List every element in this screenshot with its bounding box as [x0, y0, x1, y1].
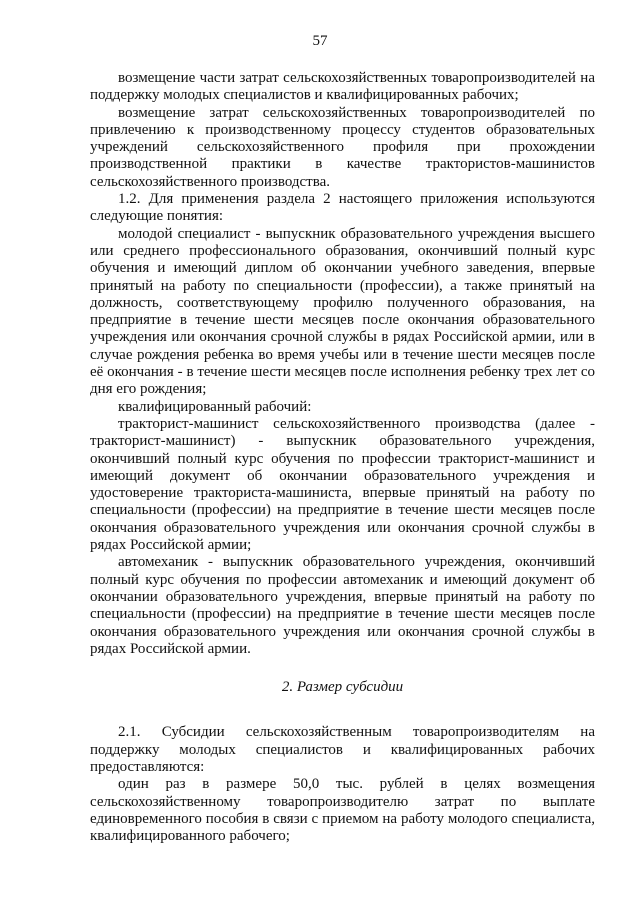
paragraph-one-time-payment: один раз в размере 50,0 тыс. рублей в целях возмещения сельскохозяйственному товаропроизводителю затрат по выплате единовременного пособия в связи с приемом на работу молодого специалиста, квалифицированного рабочего; [90, 776, 595, 845]
paragraph-auto-mechanic-definition: автомеханик - выпускник образовательного учреждения, окончивший полный курс обучения по профессии автомеханик и имеющий документ об окончании образовательного учреждения, впервые принятый на работу по специальности (профессии) на предприятие в течение шести месяцев после окончания образовательного учреждения или окончания срочной службы в рядах Российской армии. [90, 554, 595, 657]
paragraph-compensation-students: возмещение затрат сельскохозяйственных товаропроизводителей по привлечению к производственному процессу студентов образовательных учреждений сельскохозяйственного профиля при прохождении производственной практики в качестве трактористов-машинистов сельскохозяйственного производства. [90, 104, 595, 190]
paragraph-subsidy-provision: 2.1. Субсидии сельскохозяйственным товаропроизводителям на поддержку молодых специалистов и квалифицированных рабочих предоставляются: [90, 724, 595, 775]
section-heading: 2. Размер субсидии [281, 679, 404, 696]
paragraph-qualified-worker-heading: квалифицированный рабочий: [118, 398, 312, 415]
paragraph-compensation-young-specialists: возмещение части затрат сельскохозяйственных товаропроизводителей на поддержку молодых специалистов и квалифицированных рабочих; [90, 70, 595, 104]
paragraph-young-specialist-definition: молодой специалист - выпускник образовательного учреждения высшего или среднего профессионального образования, окончивший полный курс обучения и имеющий диплом об окончании учебного заведения, впервые принятый на работу по специальности (профессии), а также принятый на должность, соответствующему профилю полученного образования, на предприятие в течение шести месяцев после окончания образовательного учреждения или окончания срочной службы в рядах Российской армии, или в случае рождения ребенка во время учебы или в течение шести месяцев после её окончания - в течение шести месяцев после исполнения ребенку трех лет со дня его рождения; [90, 225, 595, 398]
document-body [90, 70, 595, 845]
spacer [90, 696, 595, 724]
paragraph-definitions-intro: 1.2. Для применения раздела 2 настоящего приложения используются следующие понятия: [90, 191, 595, 225]
paragraph-tractor-driver-definition: тракторист-машинист сельскохозяйственного производства (далее - тракторист-машинист) - выпускник образовательного учреждения, окончивший полный курс обучения по профессии тракторист-машинист и имеющий документ об окончании образовательного учреждения и удостоверение тракториста-машиниста, впервые принятый на работу по специальности (профессии) на предприятие в течение шести месяцев после окончания образовательного учреждения или окончания срочной службы в рядах Российской армии; [90, 415, 595, 554]
page-number: 57 [312, 33, 328, 49]
spacer [90, 658, 595, 679]
